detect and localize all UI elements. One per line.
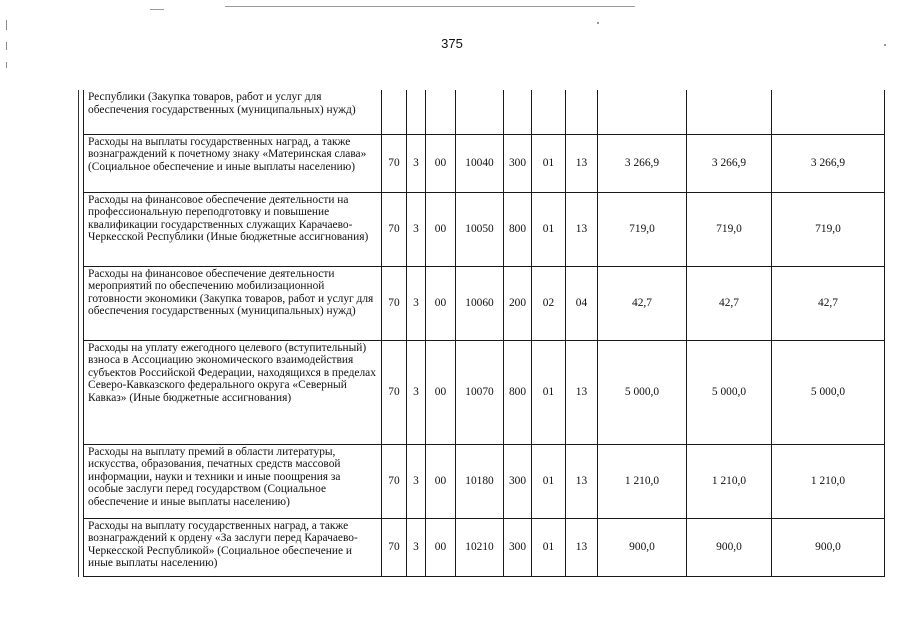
code-om: 00 — [426, 444, 456, 518]
code-pr: 13 — [566, 444, 598, 518]
row-description: Республики (Закупка товаров, работ и услуг для обеспечения государственных (муниципальных) нужд) — [84, 90, 382, 134]
code-vr: 800 — [504, 192, 532, 266]
amount-3: 42,7 — [772, 266, 885, 340]
code-rz: 01 — [532, 518, 566, 576]
scan-left-edge — [6, 20, 7, 30]
code-pgp: 3 — [407, 134, 426, 192]
code-gp: 70 — [382, 518, 407, 576]
row-description: Расходы на финансовое обеспечение деятельности на профессиональную переподготовку и повышение квалификации государственных служащих Карачаево-Черкесской Республики (Иные бюджетные ассигнования) — [84, 192, 382, 266]
code-direction: 10210 — [456, 518, 504, 576]
code-pgp: 3 — [407, 192, 426, 266]
amount-3: 1 210,0 — [772, 444, 885, 518]
code-pr: 13 — [566, 134, 598, 192]
code-om: 00 — [426, 340, 456, 444]
amount-1: 3 266,9 — [598, 134, 687, 192]
code-vr — [504, 90, 532, 134]
code-rz: 01 — [532, 444, 566, 518]
code-vr: 300 — [504, 444, 532, 518]
code-gp: 70 — [382, 444, 407, 518]
code-vr: 300 — [504, 518, 532, 576]
code-direction — [456, 90, 504, 134]
amount-1: 1 210,0 — [598, 444, 687, 518]
amount-2: 42,7 — [687, 266, 772, 340]
code-pgp: 3 — [407, 444, 426, 518]
row-description: Расходы на уплату ежегодного целевого (вступительный) взноса в Ассоциацию экономического взаимодействия субъектов Российской Федерации, находящихся в пределах Северо-Кавказского федерального округа «Северный Кавказ» (Иные бюджетные ассигнования) — [84, 340, 382, 444]
code-om: 00 — [426, 134, 456, 192]
table-row — [84, 266, 885, 340]
page-number: 375 — [441, 36, 463, 51]
table-row — [84, 340, 885, 444]
code-direction: 10050 — [456, 192, 504, 266]
table-row — [84, 444, 885, 518]
amount-2: 900,0 — [687, 518, 772, 576]
code-pr — [566, 90, 598, 134]
amount-2 — [687, 90, 772, 134]
budget-table — [83, 90, 885, 577]
amount-2: 3 266,9 — [687, 134, 772, 192]
code-pgp: 3 — [407, 518, 426, 576]
table-row — [84, 192, 885, 266]
scan-edge-line — [225, 6, 635, 7]
code-vr: 800 — [504, 340, 532, 444]
amount-1: 719,0 — [598, 192, 687, 266]
scan-speck — [597, 22, 599, 24]
code-gp: 70 — [382, 266, 407, 340]
code-gp: 70 — [382, 134, 407, 192]
code-pr: 13 — [566, 340, 598, 444]
code-pgp: 3 — [407, 340, 426, 444]
code-direction: 10040 — [456, 134, 504, 192]
amount-1: 42,7 — [598, 266, 687, 340]
code-pgp: 3 — [407, 266, 426, 340]
code-om: 00 — [426, 192, 456, 266]
table-row — [84, 90, 885, 134]
code-rz: 01 — [532, 134, 566, 192]
amount-2: 719,0 — [687, 192, 772, 266]
amount-3: 5 000,0 — [772, 340, 885, 444]
code-gp — [382, 90, 407, 134]
code-rz — [532, 90, 566, 134]
amount-3: 719,0 — [772, 192, 885, 266]
row-description: Расходы на выплату государственных наград, а также вознаграждений к ордену «За заслуги перед Карачаево-Черкесской Республикой» (Социальное обеспечение и иные выплаты населению) — [84, 518, 382, 576]
row-description: Расходы на финансовое обеспечение деятельности мероприятий по обеспечению мобилизационной готовности экономики (Закупка товаров, работ и услуг для обеспечения государственных (муниципальных) нужд) — [84, 266, 382, 340]
scan-edge-line — [150, 9, 164, 10]
table-left-margin-rule — [78, 90, 79, 577]
amount-1: 900,0 — [598, 518, 687, 576]
code-vr: 200 — [504, 266, 532, 340]
amount-1: 5 000,0 — [598, 340, 687, 444]
code-vr: 300 — [504, 134, 532, 192]
amount-3 — [772, 90, 885, 134]
code-rz: 01 — [532, 192, 566, 266]
code-pgp — [407, 90, 426, 134]
row-description: Расходы на выплаты государственных наград, а также вознаграждений к почетному знаку «Материнская слава» (Социальное обеспечение и иные выплаты населению) — [84, 134, 382, 192]
code-pr: 13 — [566, 192, 598, 266]
amount-3: 3 266,9 — [772, 134, 885, 192]
amount-2: 1 210,0 — [687, 444, 772, 518]
code-pr: 13 — [566, 518, 598, 576]
code-direction: 10070 — [456, 340, 504, 444]
code-om — [426, 90, 456, 134]
amount-2: 5 000,0 — [687, 340, 772, 444]
row-description: Расходы на выплату премий в области литературы, искусства, образования, печатных средств массовой информации, науки и техники и иные поощрения за особые заслуги перед государством (Социальное обеспечение и иные выплаты населению) — [84, 444, 382, 518]
code-om: 00 — [426, 518, 456, 576]
code-gp: 70 — [382, 340, 407, 444]
table-row — [84, 518, 885, 576]
code-direction: 10180 — [456, 444, 504, 518]
code-rz: 02 — [532, 266, 566, 340]
code-pr: 04 — [566, 266, 598, 340]
code-gp: 70 — [382, 192, 407, 266]
amount-1 — [598, 90, 687, 134]
amount-3: 900,0 — [772, 518, 885, 576]
table-row — [84, 134, 885, 192]
code-om: 00 — [426, 266, 456, 340]
code-rz: 01 — [532, 340, 566, 444]
code-direction: 10060 — [456, 266, 504, 340]
scan-left-edge — [6, 62, 7, 68]
